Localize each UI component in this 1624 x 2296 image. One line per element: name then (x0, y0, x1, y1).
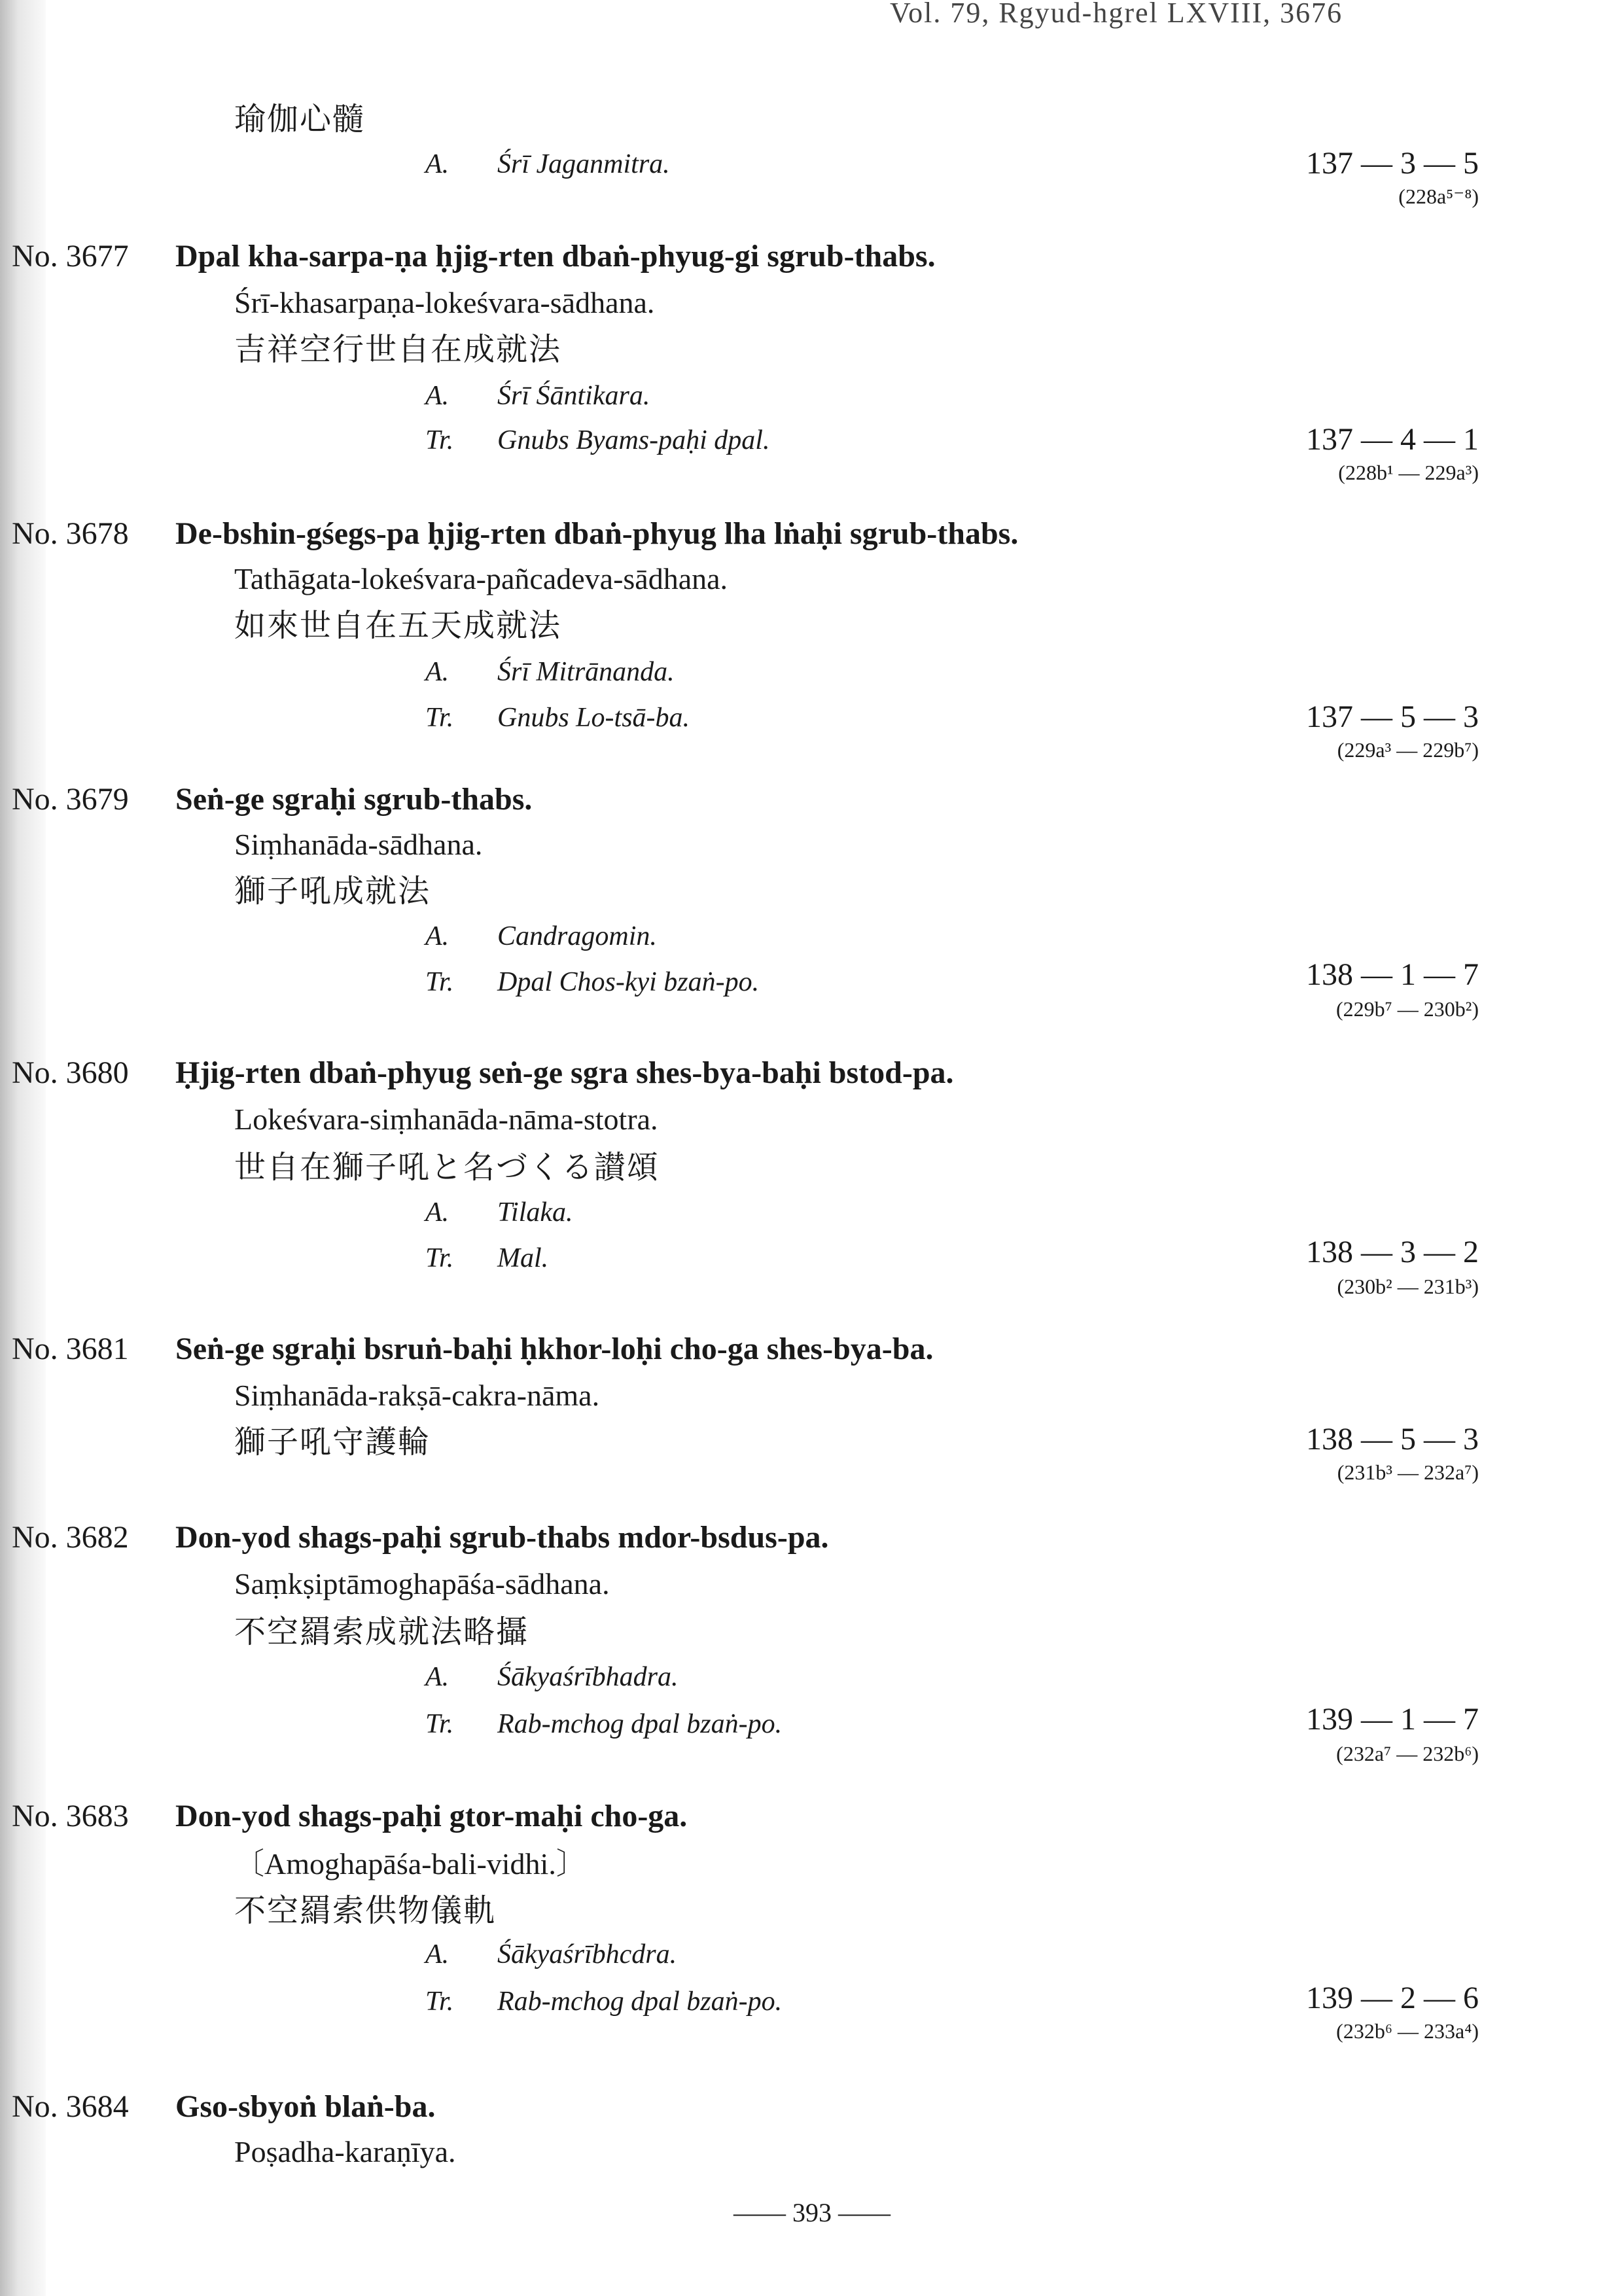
volume-reference: 137 — 5 — 3 (1306, 699, 1479, 734)
author-label: A. (425, 921, 450, 951)
folio-reference: (229b⁷ — 230b²) (1335, 997, 1479, 1021)
author-label: A. (425, 149, 450, 179)
entry-sanskrit-title: Siṃhanāda-rakṣā-cakra-nāma. (234, 1379, 600, 1412)
entry-tibetan-title: Ḥjig-rten dbaṅ-phyug seṅ-ge sgra shes-bya-baḥi bstod-pa. (175, 1055, 954, 1090)
entry-number: No. 3677 (12, 239, 129, 274)
volume-reference: 138 — 3 — 2 (1306, 1235, 1479, 1269)
translator-name: Gnubs Lo-tsā-ba. (497, 703, 690, 733)
folio-reference: (229a³ — 229b⁷) (1337, 738, 1479, 762)
author-name: Candragomin. (497, 921, 657, 951)
entry-sanskrit-title: Tathāgata-lokeśvara-pañcadeva-sādhana. (234, 562, 728, 595)
volume-reference: 138 — 1 — 7 (1306, 957, 1479, 992)
folio-reference: (232a⁷ — 232b⁶) (1336, 1742, 1479, 1765)
entry-sanskrit-title: Siṃhanāda-sādhana. (234, 828, 483, 861)
entry-number: No. 3682 (12, 1520, 129, 1555)
author-label: A. (425, 657, 450, 687)
entry-sanskrit-title: Śrī-khasarpaṇa-lokeśvara-sādhana. (234, 286, 655, 319)
entry-number: No. 3678 (12, 516, 129, 551)
volume-reference: 139 — 1 — 7 (1306, 1702, 1479, 1737)
entry-chinese-title: 如來世自在五天成就法 (234, 607, 562, 644)
author-name: Śākyaśrībhadra. (497, 1662, 679, 1692)
entry-sanskrit-title: 〔Amoghapāśa-bali-vidhi.〕 (234, 1847, 586, 1881)
entry-chinese-title: 不空羂索成就法略攝 (234, 1614, 529, 1650)
volume-reference: 138 — 5 — 3 (1306, 1422, 1479, 1457)
translator-name: Gnubs Byams-paḥi dpal. (497, 425, 770, 455)
author-label: A. (425, 1662, 450, 1692)
author-name: Śrī Śāntikara. (497, 381, 650, 411)
entry-tibetan-title: Seṅ-ge sgraḥi bsruṅ-baḥi ḥkhor-loḥi cho-ga shes-bya-ba. (175, 1332, 934, 1366)
running-head: Vol. 79, Rgyud-hgrel LXVIII, 3676 (890, 0, 1343, 29)
entry-chinese-title: 不空羂索供物儀軌 (234, 1892, 497, 1929)
folio-reference: (228a⁵⁻⁸) (1398, 185, 1479, 208)
translator-name: Rab-mchog dpal bzaṅ-po. (497, 1987, 783, 2017)
folio-reference: (231b³ — 232a⁷) (1337, 1460, 1479, 1484)
volume-reference: 137 — 3 — 5 (1306, 146, 1479, 181)
translator-label: Tr. (425, 1243, 454, 1273)
author-name: Śākyaśrībhcdra. (497, 1939, 677, 1969)
entry-tibetan-title: Don-yod shags-paḥi sgrub-thabs mdor-bsdus-pa. (175, 1520, 829, 1555)
entry-chinese-title: 獅子吼成就法 (234, 873, 431, 910)
volume-reference: 139 — 2 — 6 (1306, 1981, 1479, 2015)
entry-sanskrit-title: Poṣadha-karaṇīya. (234, 2135, 456, 2168)
author-name: Tilaka. (497, 1197, 573, 1227)
entry-tibetan-title: De-bshin-gśegs-pa ḥjig-rten dbaṅ-phyug lha lṅaḥi sgrub-thabs. (175, 516, 1019, 551)
entry-tibetan-title: Don-yod shags-paḥi gtor-maḥi cho-ga. (175, 1799, 688, 1833)
entry-number: No. 3679 (12, 782, 129, 817)
entry-tibetan-title: Seṅ-ge sgraḥi sgrub-thabs. (175, 782, 533, 817)
entry-number: No. 3681 (12, 1332, 129, 1366)
entry-chinese-title: 吉祥空行世自在成就法 (234, 331, 562, 368)
translator-label: Tr. (425, 1987, 454, 2017)
entry-chinese-title: 世自在獅子吼と名づくる讃頌 (234, 1149, 660, 1186)
entry-tibetan-title: Gso-sbyoṅ blaṅ-ba. (175, 2089, 436, 2124)
volume-reference: 137 — 4 — 1 (1306, 422, 1479, 457)
author-label: A. (425, 1939, 450, 1969)
page-number: —— 393 —— (733, 2198, 891, 2227)
author-name: Śrī Jaganmitra. (497, 149, 670, 179)
entry-number: No. 3684 (12, 2089, 129, 2124)
folio-reference: (228b¹ — 229a³) (1338, 461, 1479, 484)
translator-name: Mal. (497, 1243, 549, 1273)
translator-label: Tr. (425, 967, 454, 997)
entry-sanskrit-title: Lokeśvara-siṃhanāda-nāma-stotra. (234, 1103, 658, 1136)
entry-chinese-title: 瑜伽心髓 (234, 101, 366, 137)
translator-label: Tr. (425, 703, 454, 733)
folio-reference: (232b⁶ — 233a⁴) (1336, 2019, 1479, 2043)
entry-chinese-title: 獅子吼守護輪 (234, 1424, 431, 1460)
translator-label: Tr. (425, 425, 454, 455)
folio-reference: (230b² — 231b³) (1337, 1275, 1479, 1298)
translator-name: Dpal Chos-kyi bzaṅ-po. (497, 967, 760, 997)
translator-name: Rab-mchog dpal bzaṅ-po. (497, 1709, 783, 1739)
author-label: A. (425, 381, 450, 411)
entry-tibetan-title: Dpal kha-sarpa-ṇa ḥjig-rten dbaṅ-phyug-gi sgrub-thabs. (175, 239, 936, 274)
entry-number: No. 3683 (12, 1799, 129, 1833)
author-name: Śrī Mitrānanda. (497, 657, 675, 687)
book-spine-shadow (0, 0, 46, 2296)
entry-number: No. 3680 (12, 1055, 129, 1090)
translator-label: Tr. (425, 1709, 454, 1739)
entry-sanskrit-title: Saṃkṣiptāmoghapāśa-sādhana. (234, 1567, 610, 1600)
author-label: A. (425, 1197, 450, 1227)
